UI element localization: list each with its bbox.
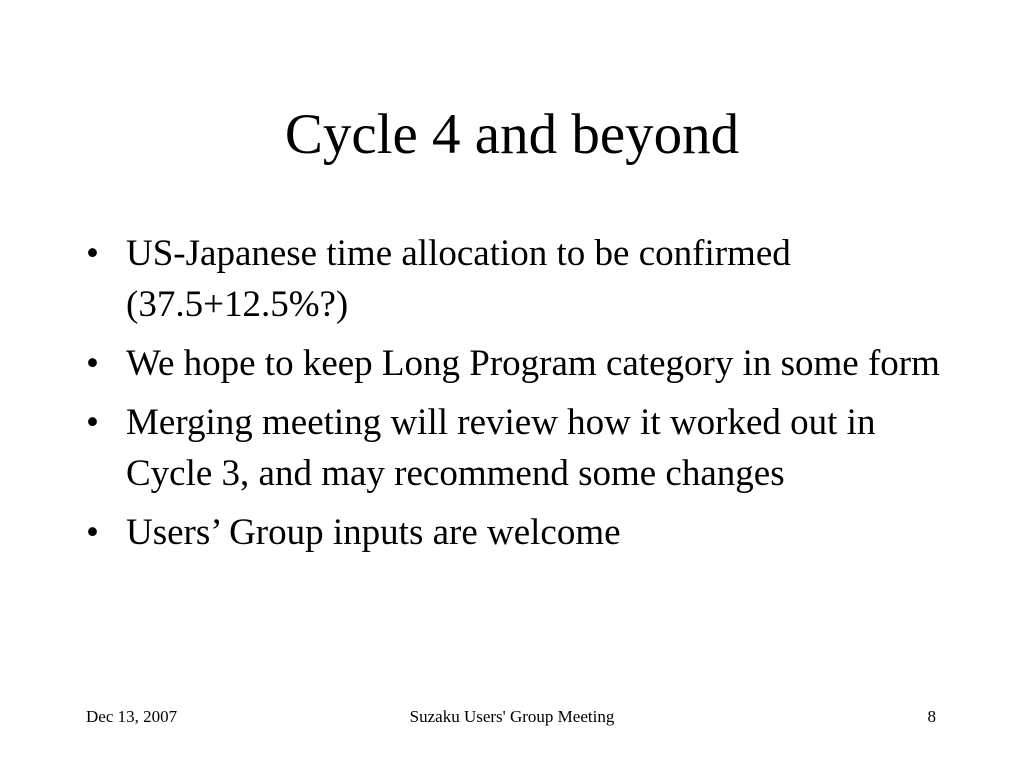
footer-date: Dec 13, 2007 — [86, 707, 178, 726]
bullet-text: Users’ Group inputs are welcome — [126, 512, 621, 553]
bullet-text: We hope to keep Long Program category in some form — [126, 343, 940, 384]
bullet-icon: • — [86, 402, 99, 443]
bullet-item — [84, 397, 954, 499]
slide-title: Cycle 4 and beyond — [284, 103, 740, 166]
bullet-text: US-Japanese time allocation to be confirmed (37.5+12.5%?) — [126, 233, 791, 325]
bullet-icon: • — [86, 512, 99, 553]
bullet-text: Merging meeting will review how it worked out in Cycle 3, and may recommend some changes — [126, 402, 876, 494]
bullet-item — [84, 228, 954, 330]
footer-title: Suzaku Users' Group Meeting — [409, 707, 615, 726]
page-number: 8 — [927, 707, 936, 726]
bullet-item — [84, 338, 954, 389]
bullet-item — [84, 507, 954, 558]
bullet-icon: • — [86, 233, 99, 274]
bullet-list — [84, 228, 954, 566]
bullet-icon: • — [86, 343, 99, 384]
